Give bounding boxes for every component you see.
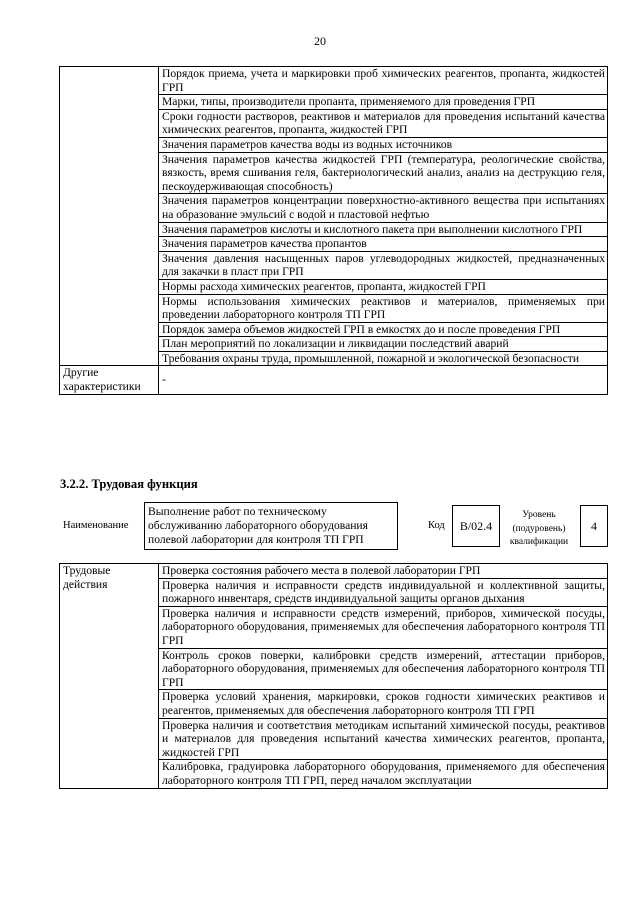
action-row	[60, 564, 608, 579]
name-label: Наименование	[63, 520, 129, 531]
action-row-text: Проверка наличия и исправности средств измерений, приборов, химической посуды, лабораторного оборудования, применяемых для обеспечения лабораторного контроля ТП ГРП	[159, 606, 608, 648]
knowledge-row-text: Нормы расхода химических реагентов, пропанта, жидкостей ГРП	[159, 279, 608, 294]
knowledge-row-text: Значения параметров качества жидкостей ГРП (температура, реологические свойства, вязкость, время сшивания геля, бактериологический анализ, анализ на деструкцию геля, пескоудерживающая способность)	[159, 152, 608, 194]
knowledge-row-text: Требования охраны труда, промышленной, пожарной и экологической безопасности	[159, 351, 608, 366]
knowledge-row-text: Значения давления насыщенных паров углеводородных жидкостей, предназначенных для закачки в пласт при ГРП	[159, 251, 608, 279]
knowledge-label-cell	[60, 67, 159, 366]
action-row-text: Калибровка, градуировка лабораторного оборудования, применяемого для обеспечения лабораторного контроля ТП ГРП, перед началом эксплуатации	[159, 760, 608, 788]
qualification-level-box: 4	[580, 505, 608, 547]
action-row-text: Проверка наличия и соответствия методикам испытаний химической посуды, реактивов и материалов для проведения испытаний качества химических реагентов, пропанта, жидкостей ГРП	[159, 718, 608, 760]
action-row-text: Проверка состояния рабочего места в полевой лаборатории ГРП	[159, 564, 608, 579]
knowledge-table	[59, 66, 608, 395]
knowledge-row-text: Значения параметров качества воды из водных источников	[159, 137, 608, 152]
knowledge-row-text: Сроки годности растворов, реактивов и материалов для проведения испытаний качества химических реагентов, пропанта, жидкостей ГРП	[159, 109, 608, 137]
knowledge-row	[60, 67, 608, 95]
knowledge-row-text: Марки, типы, производители пропанта, применяемого для проведения ГРП	[159, 95, 608, 110]
code-label: Код	[428, 520, 445, 531]
knowledge-row-text: Значения параметров концентрации поверхностно-активного вещества при испытаниях на образование эмульсий с водой и пластовой нефтью	[159, 194, 608, 222]
knowledge-row-text: Порядок приема, учета и маркировки проб химических реагентов, пропанта, жидкостей ГРП	[159, 67, 608, 95]
knowledge-row-text: Значения параметров качества пропантов	[159, 237, 608, 252]
code-value-box: B/02.4	[452, 505, 500, 547]
action-row-text: Контроль сроков поверки, калибровки средств измерений, аттестации приборов, лабораторного оборудования, применяемых для обеспечения лабораторного контроля ТП ГРП	[159, 648, 608, 690]
knowledge-row-text: Порядок замера объемов жидкостей ГРП в емкостях до и после проведения ГРП	[159, 322, 608, 337]
knowledge-row-text: Нормы использования химических реактивов и материалов, применяемых при проведении лабораторного контроля ТП ГРП	[159, 294, 608, 322]
page-number: 20	[314, 34, 326, 48]
other-characteristics-value: -	[159, 366, 608, 394]
knowledge-row-text: План мероприятий по локализации и ликвидации последствий аварий	[159, 337, 608, 352]
action-row-text: Проверка условий хранения, маркировки, сроков годности химических реактивов и реагентов, применяемых для обеспечения лабораторного контроля ТП ГРП	[159, 690, 608, 718]
action-row-text: Проверка наличия и исправности средств индивидуальной и коллективной защиты, пожарного инвентаря, средств индивидуальной защиты органов дыхания	[159, 578, 608, 606]
actions-label-cell: Трудовые действия	[60, 564, 159, 789]
other-characteristics-row	[60, 366, 608, 394]
other-characteristics-label: Другие характеристики	[60, 366, 159, 394]
knowledge-row-text: Значения параметров кислоты и кислотного пакета при выполнении кислотного ГРП	[159, 222, 608, 237]
section-title: 3.2.2. Трудовая функция	[60, 477, 198, 491]
labor-actions-table	[59, 563, 608, 789]
function-name-box: Выполнение работ по техническому обслуживанию лабораторного оборудования полевой лаборатории для контроля ТП ГРП	[144, 502, 398, 550]
qualification-level-label: Уровень (подуровень) квалификации	[509, 510, 569, 547]
